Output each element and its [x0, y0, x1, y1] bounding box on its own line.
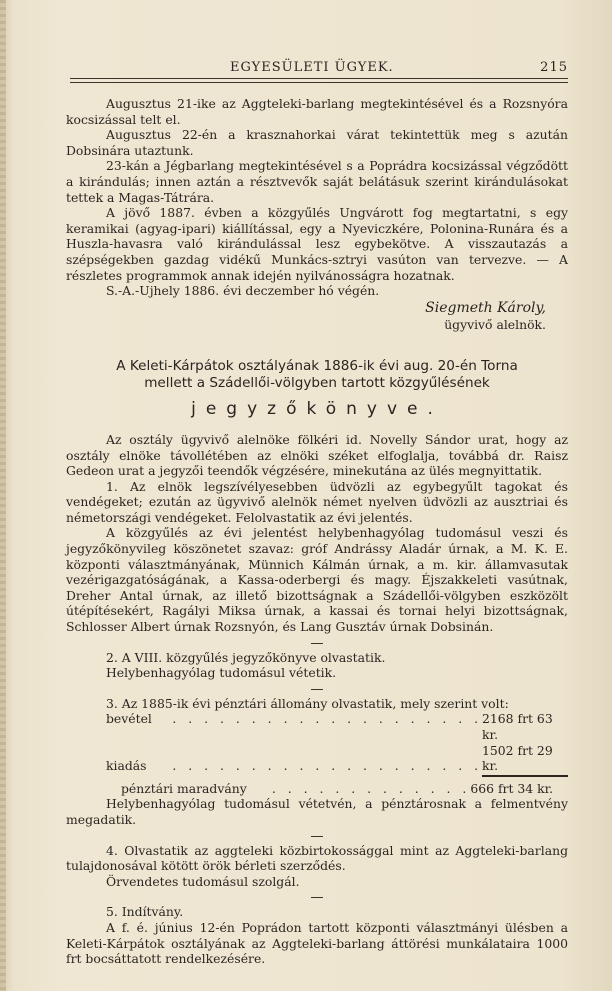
page-number: 215: [540, 60, 568, 75]
section-heading: [66, 358, 568, 392]
separator-dash: [311, 689, 323, 690]
item-2: 2. A VIII. közgyűlés jegyzőkönyve olvastatik.: [106, 649, 386, 665]
ledger-amount: 666 frt 34 kr.: [470, 780, 554, 796]
item-4-resolution: Örvendetes tudomásul szolgál.: [106, 873, 300, 889]
signature-name: Siegmeth Károly,: [425, 299, 546, 316]
running-header: [70, 58, 568, 80]
header-title: EGYESÜLETI ÜGYEK.: [230, 60, 394, 75]
separator-dash: [311, 836, 323, 837]
page-body: [66, 96, 568, 967]
signature-block: [66, 299, 568, 333]
binding-edge: [0, 0, 6, 991]
ledger-amount: 1502 frt 29 kr.: [482, 743, 568, 777]
separator-dash: [311, 643, 323, 644]
signature-role: ügyvivő alelnök.: [444, 316, 546, 332]
section-heading-line2: mellett a Szádellői-völgyben tartott közgyűlésének: [144, 375, 490, 392]
ledger-row-income: [66, 711, 568, 742]
ledger-label: bevétel: [106, 711, 152, 727]
item-4: 4. Olvastatik az aggteleki közbirtokossággal mint az Aggteleki-barlang tulajdonosával kötött örök bérleti szerződés.: [66, 842, 568, 874]
item-5-title: 5. Indítvány.: [106, 904, 184, 920]
item-1: 1. Az elnök legszívélyesebben üdvözli az egybegyűlt tagokat és vendégeket; ezután az ügyvivő alelnök német nyelven üdvözli az ausztriai és németországi vendégeket. Felolvastatik az évi jelentés.: [66, 478, 568, 525]
item-5: A f. é. június 12-én Poprádon tartott központi választmányi ülésben a Keleti-Kárpátok osztályának az Aggteleki-barlang áttörési munkálataira 1000 frt bocsáttatott rendelkezésére.: [66, 919, 568, 967]
minutes-opening: Az osztály ügyvivő alelnöke fölkéri id. Novelly Sándor urat, hogy az osztály elnöke távollétében az elnöki széket elfoglalja, továbbá dr. Raisz Gedeon urat a jegyzői teendők végzésére, minekutána az ülés megnyittatik.: [66, 431, 568, 479]
ledger-row-balance: [66, 781, 568, 797]
paragraph-1887: A jövő 1887. évben a közgyűlés Ungvárott fog megtartatni, s egy keramikai (agyag-ipari) kiállítással, egy a Nyeviczkére, Polonina-Runára és a Huszla-havasra való kirándulással lesz egybekötve. A visszautazás a szépségekben gazdag vidékű Munkács-sztryi vasúton van tervezve. — A részletes programmok annak idején nyilvánosságra hozatnak.: [66, 205, 568, 283]
paragraph-aug22: Augusztus 22-én a krasznahorkai várat tekintettük meg s azután Dobsinára utaztunk.: [66, 127, 568, 158]
ledger-label: kiadás: [106, 758, 147, 774]
header-rule: [70, 78, 568, 83]
section-heading-line1: A Keleti-Kárpátok osztályának 1886-ik évi aug. 20-én Torna: [116, 358, 518, 375]
item-2-resolution: Helybenhagyólag tudomásul vétetik.: [106, 665, 337, 681]
paragraph-aug21: Augusztus 21-ike az Aggteleki-barlang megtekintésével és a Rozsnyóra kocsizással telt el.: [66, 96, 568, 127]
ledger-dots: . . . . . . . . . . . . .: [271, 780, 471, 796]
item-3-resolution: Helybenhagyólag tudomásul vétetvén, a pénztárosnak a felmentvény megadatik.: [66, 796, 568, 827]
ledger-amount: 2168 frt 63 kr.: [482, 711, 553, 742]
paragraph-aug23: 23-kán a Jégbarlang megtekintésével s a Poprádra kocsizással végződött a kirándulás; innen aztán a résztvevők saját belátásuk szerint kirándulásokat tettek a Magas-Tátrára.: [66, 158, 568, 205]
ledger-dots: . . . . . . . . . . . . . . . . . . . .: [172, 758, 483, 774]
section-title: jegyzőkönyve.: [191, 399, 443, 420]
ledger-row-expense: [66, 743, 568, 777]
item-1-thanks: A közgyűlés az évi jelentést helybenhagyólag tudomásul veszi és jegyzőkönyvileg köszönetet szavaz: gróf Andrássy Aladár úrnak, a M. K. E. központi választmányának, Münnich Kálmán úrnak, a m. kir. államvasutak vezérigazgatóságának, a Kassa-oderbergi és magy. Éjszakkeleti vasútnak, Dreher Antal úrnak, az illető bizottságnak a Szádellői-völgyben eszközölt útépítésekért, Ragályi Miksa úrnak, a kassai és tornai helyi bizottságnak, Schlosser Albert úrnak Rozsnyón, és Lang Gusztáv úrnak Dobsinán.: [66, 525, 568, 635]
ledger-label: pénztári maradvány: [121, 780, 247, 796]
item-3: 3. Az 1885-ik évi pénztári állomány olvastatik, mely szerint volt:: [106, 695, 509, 711]
separator-dash: [311, 897, 323, 898]
paragraph-place-date: S.-A.-Ujhely 1886. évi deczember hó végén.: [106, 283, 380, 299]
ledger-dots: . . . . . . . . . . . . . . . . . . . .: [172, 711, 483, 727]
